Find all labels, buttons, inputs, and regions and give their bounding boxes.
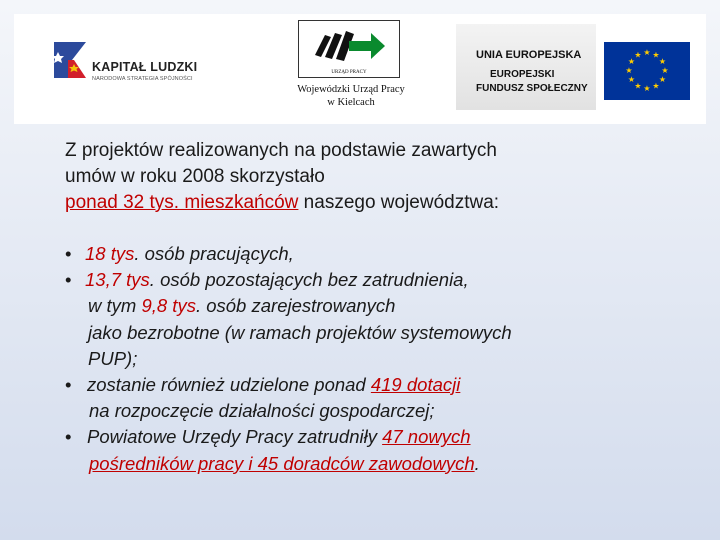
bullet2-line3: jako bezrobotne (w ramach projektów systemowych (88, 321, 512, 343)
wup-emblem-icon (299, 21, 399, 67)
bullet-marker: • (65, 426, 72, 448)
bullet3-number: 419 dotacji (370, 374, 461, 396)
bullet-list (65, 241, 705, 477)
bullet-item-2 (65, 267, 705, 293)
logo-header (14, 14, 706, 124)
kapital-ludzki-title: KAPITAŁ LUDZKI (92, 60, 198, 74)
svg-text:★: ★ (652, 81, 660, 91)
eu-flag-icon (604, 42, 690, 105)
wup-logo-caption: URZĄD PRACY (331, 70, 367, 75)
bullet4-text: Powiatowe Urzędy Pracy zatrudniły (87, 426, 383, 448)
kapital-ludzki-emblem-icon (52, 40, 88, 80)
intro-paragraph (65, 138, 685, 216)
bullet2-line4: PUP); (88, 347, 138, 369)
wup-logo (298, 20, 400, 78)
svg-text:★: ★ (643, 84, 651, 93)
wup-name (280, 83, 422, 109)
bullet2-number: 13,7 tys (85, 269, 150, 291)
eu-line2: EUROPEJSKI (490, 69, 555, 80)
svg-text:★: ★ (643, 48, 651, 57)
bullet-item-1 (65, 241, 705, 267)
wup-name-line2: w Kielcach (327, 97, 375, 108)
bullet4-line2-text: pośredników pracy i 45 doradców zawodowych (89, 452, 475, 474)
eu-line3: FUNDUSZ SPOŁECZNY (476, 83, 588, 94)
wup-name-line1: Wojewódzki Urząd Pracy (297, 84, 405, 95)
svg-text:★: ★ (627, 75, 636, 84)
svg-text:★: ★ (634, 81, 642, 91)
eu-text-panel (456, 24, 596, 110)
svg-text:★: ★ (658, 57, 667, 66)
eu-line1: UNIA EUROPEJSKA (476, 49, 582, 61)
bullet1-number: 18 tys (85, 243, 135, 264)
bullet4-line2-end: . (474, 452, 480, 474)
bullet3-line2: na rozpoczęcie działalności gospodarczej; (89, 400, 435, 422)
bullet2-text: . osób pozostających bez zatrudnienia, (149, 269, 469, 291)
intro-line1: Z projektów realizowanych na podstawie zawartych (65, 140, 497, 161)
intro-line3-rest: naszego województwa: (298, 192, 500, 213)
bullet2-line2-number: 9,8 tys (141, 295, 196, 317)
bullet-item-4 (65, 424, 705, 450)
eu-efs-logo (456, 24, 692, 110)
svg-text:★: ★ (652, 50, 660, 60)
intro-line3 (65, 190, 685, 216)
svg-text:★: ★ (625, 66, 633, 75)
bullet1-text: . osób pracujących, (134, 243, 294, 264)
kapital-ludzki-subtitle: NARODOWA STRATEGIA SPÓJNOŚCI (92, 76, 193, 82)
bullet4-number: 47 nowych (382, 426, 471, 448)
intro-highlight: ponad 32 tys. mieszkańców (65, 192, 299, 213)
bullet2-line2 (65, 293, 705, 319)
bullet-marker: • (65, 243, 72, 264)
svg-text:★: ★ (627, 57, 636, 66)
bullet4-line2 (65, 451, 705, 477)
svg-text:★: ★ (634, 50, 642, 60)
bullet-marker: • (65, 374, 72, 396)
svg-text:★: ★ (661, 66, 669, 75)
bullet2-line2-pre: w tym (88, 295, 142, 317)
bullet-item-3 (65, 372, 705, 398)
svg-text:★: ★ (658, 75, 667, 84)
intro-line2: umów w roku 2008 skorzystało (65, 166, 325, 187)
bullet-marker: • (65, 269, 72, 291)
bullet3-text: zostanie również udzielone ponad (87, 374, 371, 396)
bullet2-line2-rest: . osób zarejestrowanych (195, 295, 396, 317)
